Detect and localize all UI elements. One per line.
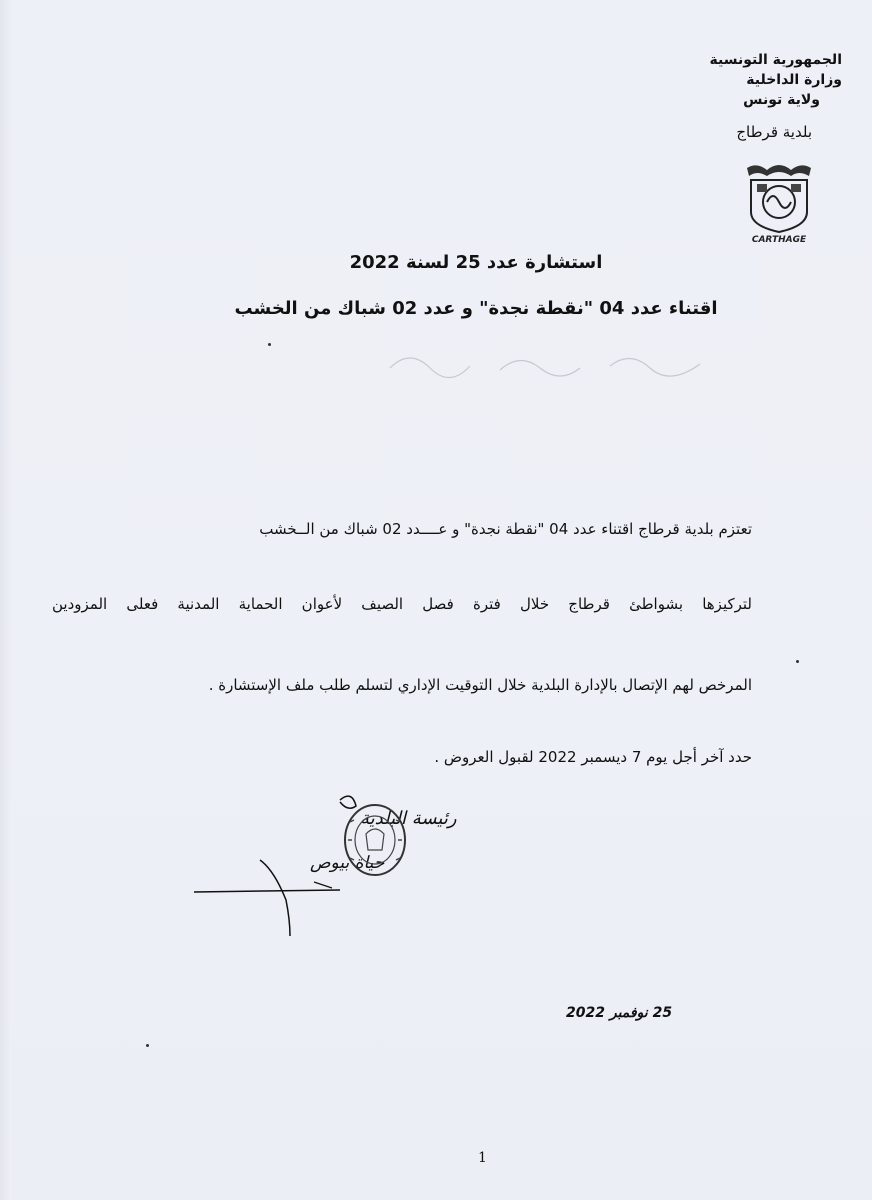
document-title: استشارة عدد 25 لسنة 2022 bbox=[349, 252, 603, 273]
municipality-stamp bbox=[340, 800, 410, 880]
letterhead-municipality: بلدية قرطاج bbox=[736, 123, 812, 141]
scan-edge bbox=[0, 0, 12, 1200]
emblem-caption: CARTHAGE bbox=[751, 235, 807, 245]
signature-name: حياة بيوص bbox=[310, 853, 385, 873]
body-paragraph-line-1: تعتزم بلدية قرطاج اقتناء عدد 04 "نقطة نجدة" و عــــدد 02 شباك من الــخشب bbox=[259, 520, 752, 538]
document-date: 25 نوفمبر 2022 bbox=[566, 1005, 673, 1021]
body-paragraph-line-3: المرخص لهم الإتصال بالإدارة البلدية خلال التوقيت الإداري لتسلم طلب ملف الإستشارة . bbox=[208, 676, 752, 694]
body-paragraph-line-2: لتركيزها بشواطئ قرطاج خلال فترة فصل الصيف لأعوان الحماية المدنية فعلى المزودين bbox=[52, 595, 752, 613]
document-subject: اقتناء عدد 04 "نقطة نجدة" و عدد 02 شباك من الخشب bbox=[234, 298, 718, 319]
page-number: 1 bbox=[478, 1150, 487, 1166]
faint-bleed-through bbox=[380, 338, 720, 388]
letterhead-republic: الجمهورية التونسية bbox=[709, 52, 842, 68]
letterhead-governorate: ولاية تونس bbox=[743, 92, 820, 108]
signature-title: رئيسة البلدية bbox=[360, 808, 457, 829]
scan-speck bbox=[146, 1044, 149, 1047]
carthage-emblem-logo bbox=[743, 160, 815, 244]
body-paragraph-deadline: حدد آخر أجل يوم 7 ديسمبر 2022 لقبول العروض . bbox=[434, 748, 752, 766]
scan-speck bbox=[268, 343, 271, 346]
letterhead bbox=[642, 50, 842, 142]
letterhead-ministry: وزارة الداخلية bbox=[746, 72, 842, 88]
scan-speck bbox=[796, 660, 799, 663]
